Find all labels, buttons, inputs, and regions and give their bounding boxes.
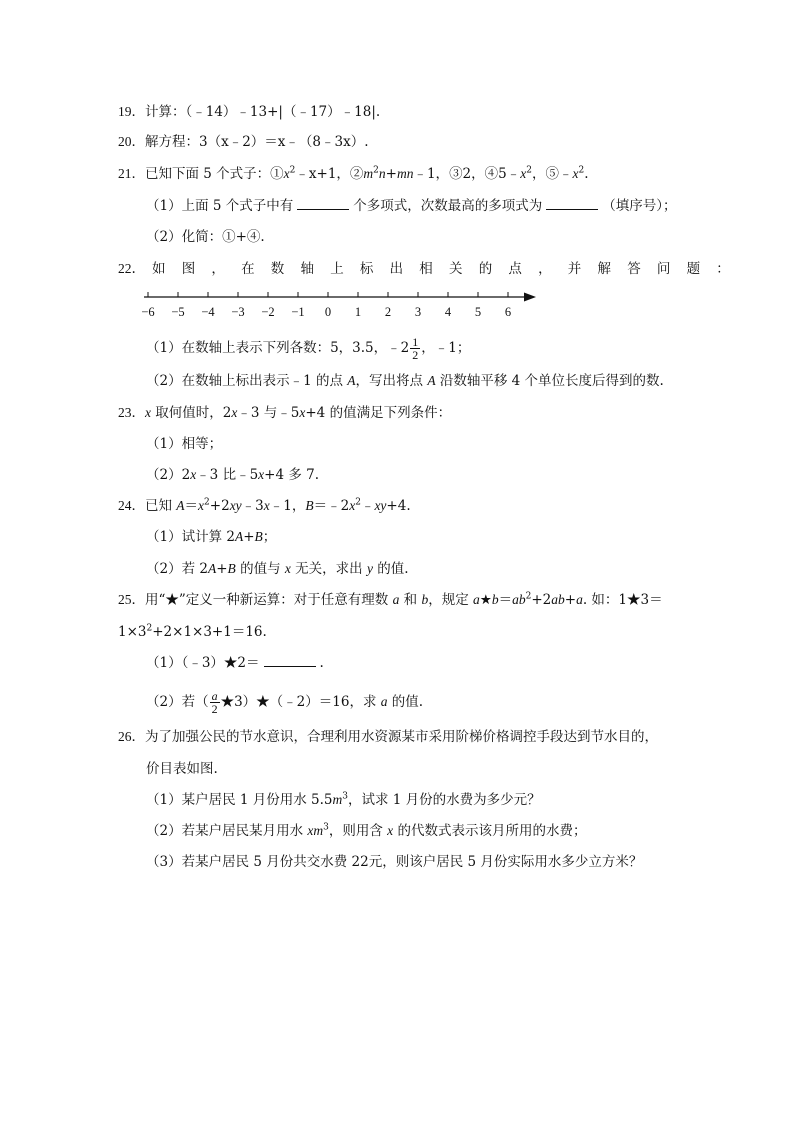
axis-tick-label: −4 (201, 305, 215, 319)
question-25: 25．用“★”定义一种新运算：对于任意有理数 a 和 b，规定 $a★b=ab^2+2ab+a$. 如：1★3＝ (118, 591, 663, 608)
question-number: 23． (118, 405, 145, 420)
question-22-part-2: （2）在数轴上标出表示﹣1 的点 A，写出将点 A 沿数轴平移 4 个单位长度后得到的数. (146, 373, 664, 389)
axis-arrow (524, 293, 536, 302)
question-24: 24．已知 $A=x^2+2xy﹣3x﹣1$，$B=﹣2x^2﹣xy+4$. (118, 497, 411, 514)
expr-4: $④5﹣x^2$， (484, 165, 546, 182)
question-24-part-1: （1）试计算 2A+B； (146, 529, 277, 545)
question-text: 解方程：3（x﹣2）＝x﹣（8﹣3x）. (145, 134, 369, 150)
axis-tick-label: −5 (171, 305, 185, 319)
axis-tick-label: 5 (474, 305, 482, 319)
question-26-part-3: （3）若某户居民 5 月份共交水费 22元，则该户居民 5 月份实际用水多少立方米？ (146, 854, 643, 870)
answer-blank[interactable] (264, 654, 316, 667)
question-text: .如图，在数轴上标出相关的点，并解答问题： (131, 261, 746, 277)
question-21-part-1: （1）上面 5 个式子中有 个多项式，次数最高的多项式为 （填序号）； (146, 198, 677, 214)
question-number: 19． (118, 104, 145, 119)
axis-tick-label: 2 (384, 305, 392, 319)
number-line (0, 0, 794, 330)
expr-5: $⑤﹣x^2$. (545, 165, 589, 182)
question-26: 26．为了加强公民的节水意识，合理利用水资源某市采用阶梯价格调控手段达到节水目的， (118, 729, 658, 745)
question-number: 24． (118, 498, 145, 513)
question-number: 26． (118, 729, 145, 744)
axis-tick-label: 1 (354, 305, 362, 319)
fraction: $\frac{a}{2}$ (211, 689, 218, 716)
axis-tick-label: −6 (141, 305, 155, 319)
axis-tick-label: 4 (444, 305, 452, 319)
question-text: 计算：（﹣14）﹣13+|（﹣17）﹣18|. (145, 104, 381, 120)
question-26-part-2: （2）若某户居民某月用水 $xm^3$，则用含 x 的代数式表示该月所用的水费； (146, 822, 587, 839)
fraction: $\frac{1}{2}$ (412, 335, 419, 362)
question-25-part-1: （1）（﹣3）★2＝ . (146, 655, 324, 671)
axis-tick-label: −1 (291, 305, 305, 319)
question-26-line-2: 价目表如图. (146, 761, 218, 777)
question-number: 25． (118, 592, 145, 607)
axis-tick-label: 3 (414, 305, 422, 319)
question-24-part-2: （2）若 2A+B 的值与 x 无关，求出 y 的值. (146, 561, 409, 577)
question-25-part-2: （2）若（ $\frac{a}{2}$ ★3）★（﹣2）＝16，求 a 的值. (146, 689, 424, 716)
axis-tick-label: 6 (504, 305, 512, 319)
axis-tick-label: −3 (231, 305, 245, 319)
question-23-part-2: （2）2x﹣3 比﹣5x+4 多 7. (146, 467, 320, 483)
question-22-part-1: （1）在数轴上表示下列各数：5，3.5，﹣2 $\frac{1}{2}$ ，﹣1； (146, 335, 471, 362)
expr-3: ③2， (449, 166, 485, 182)
question-text: 已知下面 5 个式子： (145, 166, 271, 182)
question-number: 21． (118, 166, 145, 181)
question-23: 23．x 取何值时，2x﹣3 与﹣5x+4 的值满足下列条件： (118, 405, 452, 421)
question-21-part-2: （2）化简：①+④. (146, 229, 265, 245)
question-26-part-1: （1）某户居民 1 月份用水 $5.5m^3$，试求 1 月份的水费为多少元？ (146, 791, 541, 808)
question-25-line-2: $1\times 3^2+2\times 1\times 3+1=16$. (118, 623, 267, 640)
question-23-part-1: （1）相等； (146, 436, 223, 452)
axis-tick-label: −2 (261, 305, 275, 319)
question-number: 22 (118, 261, 132, 276)
expr-2: $②m^2n+mn﹣1$， (349, 165, 450, 182)
expr-1: $①x^2﹣x+1$， (270, 165, 350, 182)
question-number: 20． (118, 134, 145, 149)
axis-tick-label: 0 (324, 305, 332, 319)
